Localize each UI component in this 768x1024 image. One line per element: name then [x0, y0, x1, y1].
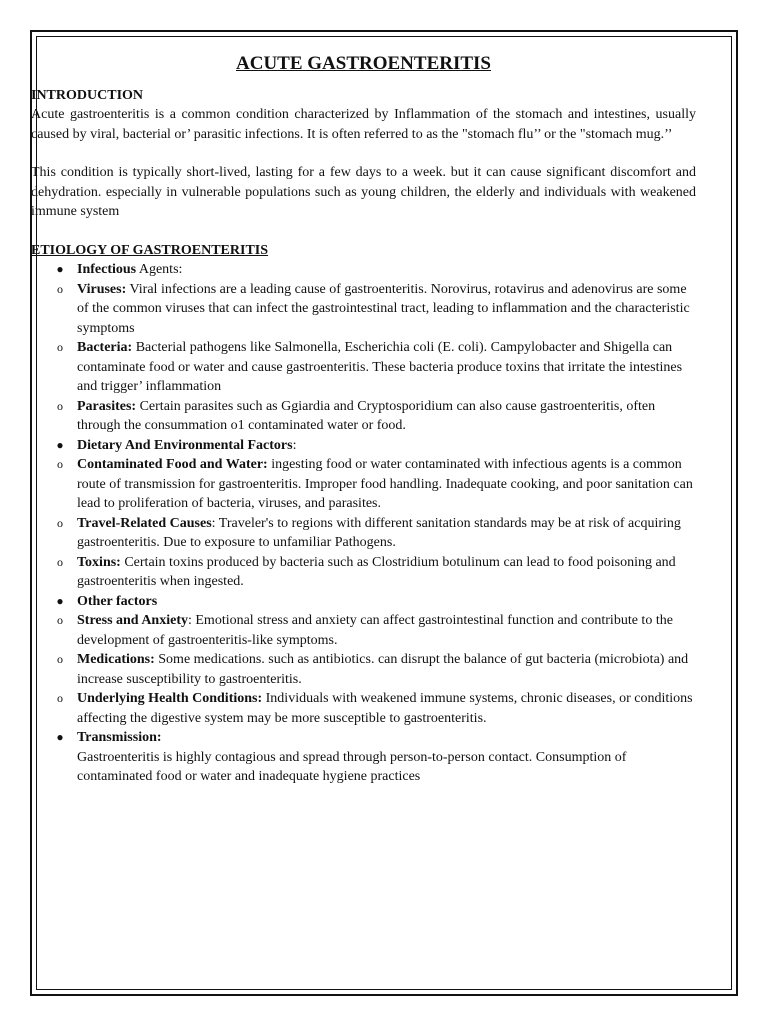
bullet-circle-icon: o — [57, 457, 63, 471]
item-text: Viral infections are a leading cause of gastroenteritis. Norovirus, rotavirus and adenovirus are some of the common viruses that can infect the gastrointestinal tract, leading to inflammation and the characteristic symptoms — [77, 281, 690, 336]
item-term: Stress and Anxiety — [77, 613, 188, 628]
item-term: Transmission: — [77, 730, 162, 745]
sub-bullet-item — [31, 650, 696, 689]
item-text: Individuals with weakened immune systems, chronic diseases, or conditions affecting the digestive system may be more susceptible to gastroenteritis. — [77, 691, 693, 726]
sub-bullet-item — [31, 611, 696, 650]
bullet-disc-icon: ● — [56, 593, 64, 608]
bullet-disc-icon: ● — [56, 730, 64, 744]
item-text: Certain parasites such as Ggiardia and Cryptosporidium can also cause gastroenteritis, often through the consummation o1 contaminated water or food. — [77, 398, 656, 433]
item-text: ingesting food or water contaminated with infectious agents is a common route of transmission for gastroenteritis. Improper food handling. Inadequate cooking, and poor sanitation can lead to proliferation of bacteria, viruses, and parasites. — [77, 457, 693, 511]
item-extra-text: Gastroenteritis is highly contagious and spread through person-to-person contact. Consumption of contaminated food or water and inadequate hygiene practices — [77, 749, 627, 784]
item-term: Viruses: — [77, 281, 127, 297]
sub-bullet-item — [31, 514, 696, 553]
item-text: Certain toxins produced by bacteria such as Clostridium botulinum can lead to food poisoning and gastroenteritis when ingested. — [77, 554, 676, 589]
sub-bullet-item — [31, 455, 696, 514]
bullet-item — [31, 260, 696, 280]
item-text: : — [292, 437, 297, 453]
bullet-circle-icon: o — [57, 398, 63, 413]
item-text: Agents: — [136, 262, 183, 277]
sub-bullet-item — [31, 689, 696, 728]
bullet-circle-icon: o — [57, 340, 63, 354]
item-term: Travel-Related Causes — [77, 515, 212, 531]
bullet-item — [31, 592, 696, 612]
item-text: Bacterial pathogens like Salmonella, Escherichia coli (E. coli). Campylobacter and Shigella can contaminate food or water and cause gastroenteritis. These bacteria produce toxins that irritate the intestines and trigger’ inflammation — [77, 340, 683, 394]
bullet-circle-icon: o — [57, 613, 63, 627]
item-term: Toxins: — [77, 554, 121, 570]
item-text: : Emotional stress and anxiety can affect gastrointestinal function and contribute to the development of gastroenteritis-like symptoms. — [77, 613, 673, 648]
item-term: Parasites: — [77, 398, 137, 414]
item-term: Infectious — [77, 262, 137, 277]
etiology-heading: ETIOLOGY OF GASTROENTERITIS — [31, 242, 269, 258]
introduction-heading: INTRODUCTION — [31, 87, 144, 103]
bullet-disc-icon: ● — [56, 262, 64, 276]
item-text: Some medications. such as antibiotics. can disrupt the balance of gut bacteria (microbiota) and increase susceptibility to gastroenteritis. — [77, 652, 689, 687]
bullet-circle-icon: o — [57, 652, 63, 666]
item-term: Other factors — [77, 593, 158, 609]
item-term: Dietary And Environmental Factors — [77, 437, 293, 453]
item-term: Underlying Health Conditions: — [77, 691, 263, 706]
item-term: Medications: — [77, 652, 155, 667]
bullet-circle-icon: o — [57, 691, 63, 705]
bullet-circle-icon: o — [57, 515, 63, 530]
item-text: : Traveler's to regions with different sanitation standards may be at risk of acquiring gastroenteritis. Due to exposure to unfamiliar Pathogens. — [77, 515, 681, 550]
item-term: Contaminated Food and Water: — [77, 457, 268, 472]
bullet-disc-icon: ● — [56, 437, 64, 452]
bullet-circle-icon: o — [57, 554, 63, 569]
sub-bullet-item — [31, 553, 696, 592]
introduction-paragraph-2: This condition is typically short-lived, lasting for a few days to a week. but it can cause significant discomfort and dehydration. especially in vulnerable populations such as young children, the elderly and individuals with weakened immune system — [31, 165, 696, 219]
bullet-item — [31, 436, 696, 456]
document-body — [31, 50, 696, 787]
introduction-paragraph-1: Acute gastroenteritis is a common condition characterized by Inflammation of the stomach and intestines, usually caused by viral, bacterial or’ parasitic infections. It is often referred to as the "stomach flu’’ or the "stomach mug.’’ — [31, 107, 696, 142]
bullet-item — [31, 728, 696, 787]
sub-bullet-item — [31, 397, 696, 436]
sub-bullet-item — [31, 280, 696, 339]
document-title: ACUTE GASTROENTERITIS — [236, 53, 491, 74]
etiology-list — [31, 260, 696, 787]
item-term: Bacteria: — [77, 340, 133, 355]
sub-bullet-item — [31, 338, 696, 397]
bullet-circle-icon: o — [57, 281, 63, 296]
